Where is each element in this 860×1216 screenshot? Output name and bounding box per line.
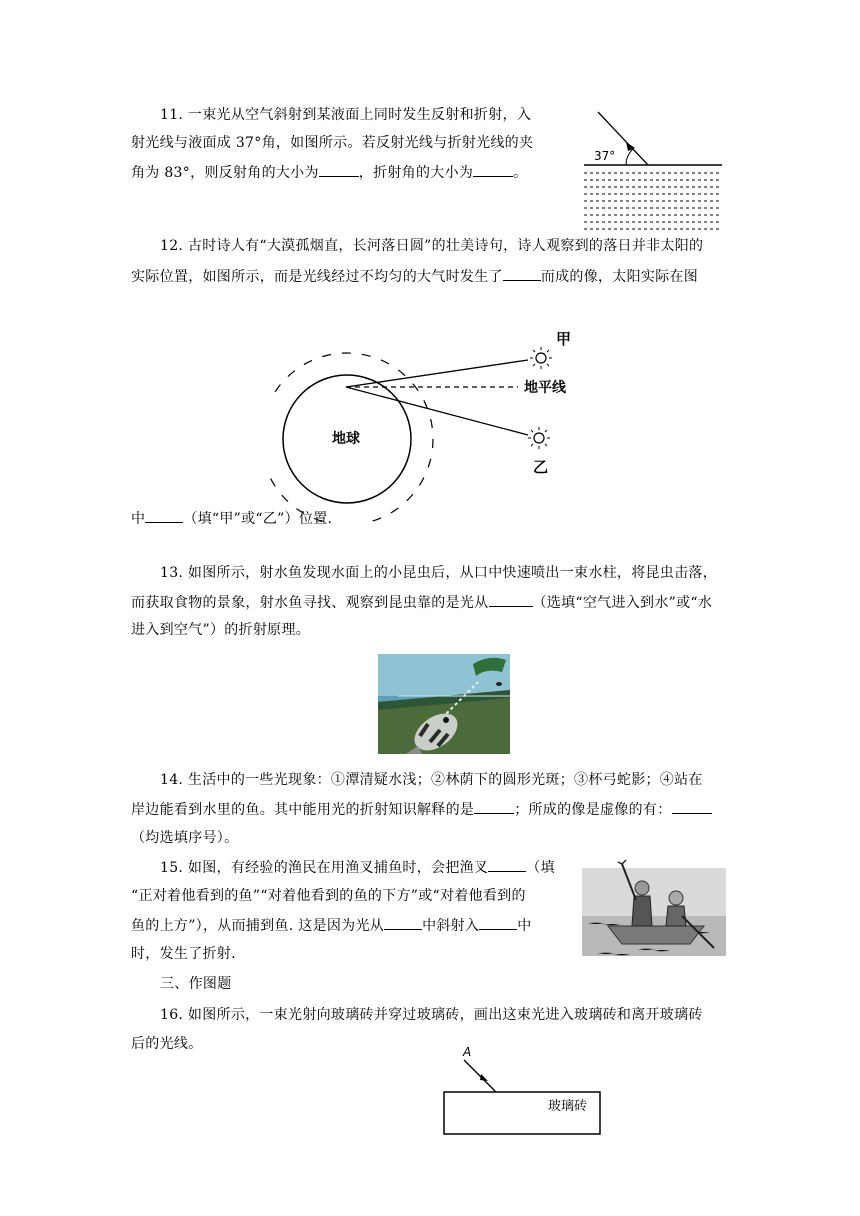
- glass-brick-label: 玻璃砖: [548, 1099, 588, 1114]
- answer-blank[interactable]: [672, 799, 712, 814]
- q15-line4: 时，发生了折射.: [131, 946, 236, 962]
- q14-line1: 14. 生活中的一些光现象：①潭清疑水浅；②林荫下的圆形光斑；③杯弓蛇影；④站在: [160, 772, 703, 788]
- section-heading: 三、作图题: [160, 976, 232, 992]
- q11-line2: 射光线与液面成 37°角，如图所示。若反射光线与折射光线的夹: [131, 135, 534, 151]
- fisherman-image: [578, 858, 730, 968]
- answer-blank[interactable]: [319, 162, 359, 177]
- q12-line3: 中 （填“甲”或“乙”）位置.: [131, 508, 332, 529]
- answer-blank[interactable]: [474, 799, 514, 814]
- q16-line2: 后的光线。: [131, 1036, 203, 1052]
- angle-label: 37°: [594, 149, 616, 163]
- q14-line2: 岸边能看到水里的鱼。其中能用光的折射知识解释的是 ；所成的像是虚像的有：: [131, 799, 712, 820]
- point-a-label: A: [463, 1045, 472, 1059]
- q15-line3: 鱼的上方”），从而捕到鱼. 这是因为光从 中斜射入 中: [131, 915, 532, 936]
- q13-line3: 进入到空气”）的折射原理。: [131, 622, 311, 638]
- q15-line2: “正对着他看到的鱼”“对着他看到的鱼的下方”或“对着他看到的: [131, 888, 526, 904]
- sun-jia-icon: [530, 347, 552, 369]
- answer-blank[interactable]: [503, 266, 541, 281]
- jia-label: 甲: [556, 330, 572, 348]
- q14-line3: （均选填序号）。: [131, 830, 239, 846]
- answer-blank[interactable]: [145, 508, 183, 523]
- answer-blank[interactable]: [473, 162, 513, 177]
- q16-line1: 16. 如图所示，一束光射向玻璃砖并穿过玻璃砖，画出这束光进入玻璃砖和离开玻璃砖: [160, 1007, 703, 1023]
- q12-line2: 实际位置，如图所示，而是光线经过不均匀的大气时发生了 而成的像，太阳实际在图: [131, 266, 698, 287]
- sun-yi-icon: [528, 427, 550, 449]
- liquid-surface-figure: [582, 102, 727, 232]
- yi-label: 乙: [533, 458, 549, 476]
- q13-line2: 而获取食物的景象，射水鱼寻找、观察到昆虫靠的是光从 （选填“空气进入到水”或“水: [131, 592, 712, 613]
- q12-line1: 12. 古时诗人有“大漠孤烟直，长河落日圆”的壮美诗句，诗人观察到的落日并非太阳的: [160, 238, 704, 254]
- horizon-label: 地平线: [524, 380, 566, 396]
- q11-line1: 11. 一束光从空气斜射到某液面上同时发生反射和折射，入: [160, 107, 532, 123]
- answer-blank[interactable]: [479, 915, 517, 930]
- answer-blank[interactable]: [384, 915, 422, 930]
- archer-fish-image: [378, 654, 510, 754]
- glass-brick-figure: [436, 1040, 606, 1140]
- earth-atmosphere-figure: [270, 322, 590, 522]
- answer-blank[interactable]: [489, 592, 533, 607]
- q15-line1: 15. 如图，有经验的渔民在用渔叉捕鱼时，会把渔叉 （填: [160, 857, 555, 878]
- earth-label: 地球: [332, 431, 360, 447]
- q11-line3: 角为 83°，则反射角的大小为 ，折射角的大小为 。: [131, 162, 527, 183]
- answer-blank[interactable]: [488, 857, 526, 872]
- q13-line1: 13. 如图所示，射水鱼发现水面上的小昆虫后，从口中快速喷出一束水柱，将昆虫击落，: [160, 565, 718, 581]
